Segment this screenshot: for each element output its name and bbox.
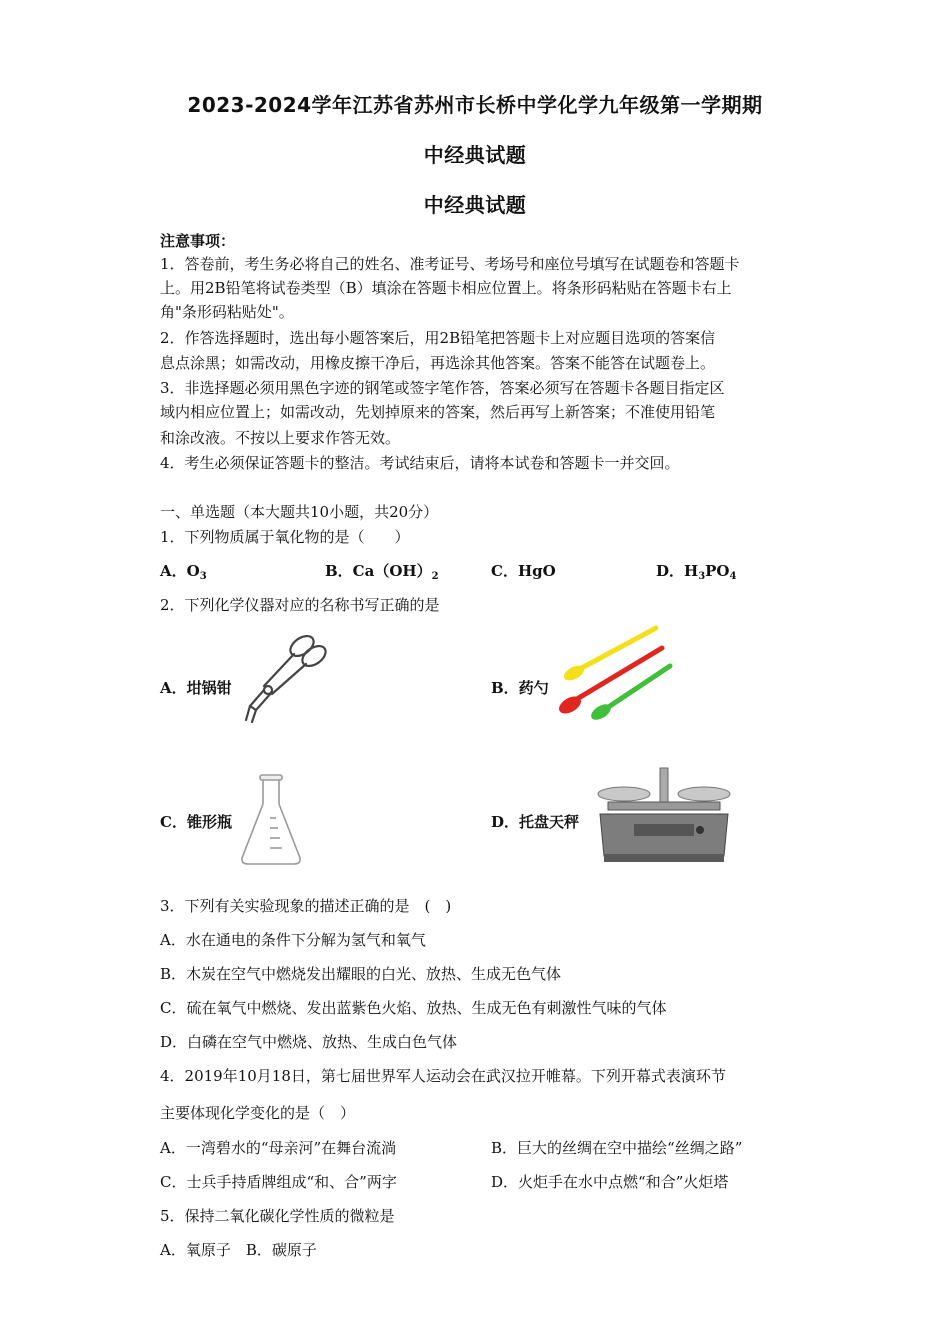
balance-scale-image <box>594 764 734 866</box>
title-line-2: 中经典试题 <box>423 143 527 167</box>
q3-stem: 3．下列有关实验现象的描述正确的是 ( ) <box>160 897 452 915</box>
q2-stem: 2．下列化学仪器对应的名称书写正确的是 <box>160 596 440 614</box>
q1-option-a[interactable] <box>160 560 207 582</box>
q1-option-b[interactable] <box>325 560 439 582</box>
q1-stem: 1．下列物质属于氧化物的是（ ） <box>160 528 410 546</box>
notice-line: 息点涂黑；如需改动，用橡皮擦干净后，再选涂其他答案。答案不能答在试题卷上。 <box>160 354 716 372</box>
notice-heading: 注意事项： <box>160 232 236 250</box>
section-heading: 一、单选题（本大题共10小题，共20分） <box>160 503 439 521</box>
notice-line: 3．非选择题必须用黑色字迹的钢笔或签字笔作答，答案必须写在答题卡各题目指定区 <box>160 379 725 397</box>
notice-line: 上。用2B铅笔将试卷类型（B）填涂在答题卡相应位置上。将条形码粘贴在答题卡右上 <box>160 279 732 297</box>
crucible-tongs-image <box>240 628 332 724</box>
q1-option-b-text: B．Ca（OH） <box>325 562 432 580</box>
q3-option-a[interactable]: A．水在通电的条件下分解为氢气和氧气 <box>160 931 426 949</box>
q1-option-d[interactable] <box>656 560 736 582</box>
q2-option-d[interactable]: D．托盘天秤 <box>491 813 580 831</box>
spoon-green-handle <box>604 666 670 710</box>
spoon-yellow-handle <box>578 628 656 670</box>
title-line-3: 中经典试题 <box>423 193 527 217</box>
q1-option-d-sub1: 3 <box>698 571 706 582</box>
notice-line: 2．作答选择题时，选出每小题答案后，用2B铅笔把答题卡上对应题目选项的答案信 <box>160 329 716 347</box>
q4-option-c[interactable]: C．士兵手持盾牌组成“和、合”两字 <box>160 1173 397 1191</box>
q3-option-c[interactable]: C．硫在氧气中燃烧、发出蓝紫色火焰、放热、生成无色有刺激性气味的气体 <box>160 999 667 1017</box>
medicine-spoons-image <box>558 622 678 722</box>
q1-option-c[interactable]: C．HgO <box>491 562 556 580</box>
q1-option-a-sub: 3 <box>199 571 207 582</box>
q1-option-d-sub2: 4 <box>729 571 737 582</box>
q4-option-b[interactable]: B．巨大的丝绸在空中描绘“丝绸之路” <box>491 1139 743 1157</box>
q1-option-d-text: D．H <box>656 562 699 580</box>
notice-line: 角"条形码粘贴处"。 <box>160 303 294 321</box>
q1-option-d-mid: PO <box>705 562 730 580</box>
q3-option-b[interactable]: B．木炭在空气中燃烧发出耀眼的白光、放热、生成无色气体 <box>160 965 562 983</box>
q1-option-b-sub: 2 <box>431 571 439 582</box>
q5-stem: 5．保持二氧化碳化学性质的微粒是 <box>160 1207 395 1225</box>
conical-flask-image <box>236 772 306 868</box>
q2-option-b[interactable]: B．药勺 <box>491 679 549 697</box>
title-line-1: 2023-2024学年江苏省苏州市长桥中学化学九年级第一学期期 <box>187 93 763 117</box>
q5-options[interactable]: A．氧原子 B．碳原子 <box>160 1241 317 1259</box>
q4-stem-2: 主要体现化学变化的是（ ） <box>160 1104 356 1122</box>
q1-option-a-text: A．O <box>160 562 200 580</box>
spoon-red-handle <box>572 648 662 702</box>
q2-option-c[interactable]: C．锥形瓶 <box>160 813 232 831</box>
notice-line: 1．答卷前，考生务必将自己的姓名、准考证号、考场号和座位号填写在试题卷和答题卡 <box>160 255 740 273</box>
q4-option-d[interactable]: D．火炬手在水中点燃“和合”火炬塔 <box>491 1173 729 1191</box>
q3-option-d[interactable]: D．白磷在空气中燃烧、放热、生成白色气体 <box>160 1033 458 1051</box>
q4-stem-1: 4．2019年10月18日，第七届世界军人运动会在武汉拉开帷幕。下列开幕式表演环节 <box>160 1067 726 1085</box>
notice-line: 4．考生必须保证答题卡的整洁。考试结束后，请将本试卷和答题卡一并交回。 <box>160 454 680 472</box>
notice-line: 和涂改液。不按以上要求作答无效。 <box>160 429 401 447</box>
q4-option-a[interactable]: A．一湾碧水的“母亲河”在舞台流淌 <box>160 1139 397 1157</box>
q2-option-a[interactable]: A．坩锅钳 <box>160 679 232 697</box>
notice-line: 域内相应位置上；如需改动，先划掉原来的答案，然后再写上新答案；不准使用铅笔 <box>160 403 716 421</box>
